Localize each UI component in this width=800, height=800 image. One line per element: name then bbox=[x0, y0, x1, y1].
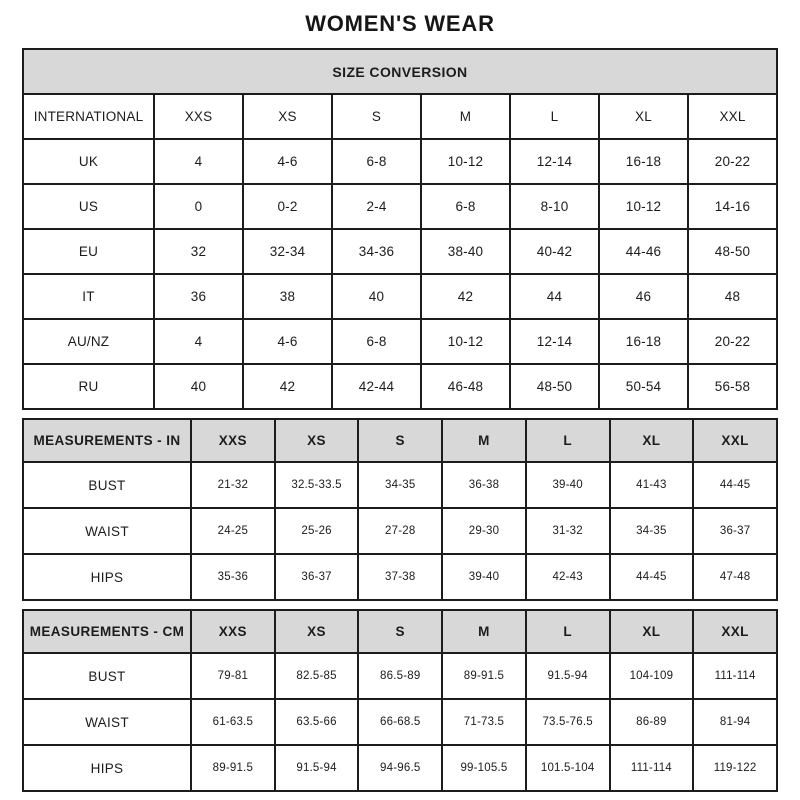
row-label: WAIST bbox=[23, 699, 191, 745]
cell: 66-68.5 bbox=[358, 699, 442, 745]
cell: 8-10 bbox=[510, 184, 599, 229]
table-row-it bbox=[23, 274, 777, 319]
cell: 86.5-89 bbox=[358, 653, 442, 699]
cell: 44-45 bbox=[693, 462, 777, 508]
column-header-xxl: XXL bbox=[693, 610, 777, 653]
column-header-xxl: XXL bbox=[693, 419, 777, 462]
table-row-us bbox=[23, 184, 777, 229]
cell: 89-91.5 bbox=[191, 745, 275, 791]
cell: 99-105.5 bbox=[442, 745, 526, 791]
cell: 56-58 bbox=[688, 364, 777, 409]
cell: 6-8 bbox=[332, 139, 421, 184]
cell: 34-36 bbox=[332, 229, 421, 274]
cell: 63.5-66 bbox=[275, 699, 359, 745]
cell: 4-6 bbox=[243, 319, 332, 364]
cell: 82.5-85 bbox=[275, 653, 359, 699]
row-label: WAIST bbox=[23, 508, 191, 554]
row-label: UK bbox=[23, 139, 154, 184]
cell: 12-14 bbox=[510, 139, 599, 184]
row-label: HIPS bbox=[23, 554, 191, 600]
cell: 41-43 bbox=[610, 462, 694, 508]
cell: 79-81 bbox=[191, 653, 275, 699]
cell: 34-35 bbox=[358, 462, 442, 508]
column-header-l: L bbox=[526, 419, 610, 462]
cell: 42 bbox=[421, 274, 510, 319]
cell: 40-42 bbox=[510, 229, 599, 274]
cell: 40 bbox=[154, 364, 243, 409]
column-header-m: M bbox=[442, 419, 526, 462]
cell: 32-34 bbox=[243, 229, 332, 274]
cell: 0-2 bbox=[243, 184, 332, 229]
cell: 20-22 bbox=[688, 139, 777, 184]
cell: 38-40 bbox=[421, 229, 510, 274]
table-row-bust-cm bbox=[23, 653, 777, 699]
cell: 36-37 bbox=[693, 508, 777, 554]
size-conversion-title: SIZE CONVERSION bbox=[23, 49, 777, 94]
cell: 20-22 bbox=[688, 319, 777, 364]
cell: 24-25 bbox=[191, 508, 275, 554]
column-header-xxs: XXS bbox=[191, 419, 275, 462]
cell: 6-8 bbox=[332, 319, 421, 364]
cell: 39-40 bbox=[526, 462, 610, 508]
cell: 29-30 bbox=[442, 508, 526, 554]
cell: 61-63.5 bbox=[191, 699, 275, 745]
table-row-hips-in bbox=[23, 554, 777, 600]
cell: 16-18 bbox=[599, 319, 688, 364]
column-header-m: M bbox=[442, 610, 526, 653]
column-header-l: L bbox=[526, 610, 610, 653]
cell: 14-16 bbox=[688, 184, 777, 229]
cell: 36-37 bbox=[275, 554, 359, 600]
cell: 0 bbox=[154, 184, 243, 229]
column-header-s: S bbox=[332, 94, 421, 139]
table-row-waist-in bbox=[23, 508, 777, 554]
cell: 42-43 bbox=[526, 554, 610, 600]
row-label: RU bbox=[23, 364, 154, 409]
page-title: WOMEN'S WEAR bbox=[305, 11, 495, 36]
row-label: BUST bbox=[23, 462, 191, 508]
cell: 44-45 bbox=[610, 554, 694, 600]
cell: 101.5-104 bbox=[526, 745, 610, 791]
measurements-cm-header-row bbox=[23, 610, 777, 653]
cell: 32 bbox=[154, 229, 243, 274]
cell: 16-18 bbox=[599, 139, 688, 184]
cell: 31-32 bbox=[526, 508, 610, 554]
measurements-in-title: MEASUREMENTS - IN bbox=[23, 419, 191, 462]
column-header-international: INTERNATIONAL bbox=[23, 94, 154, 139]
cell: 10-12 bbox=[421, 139, 510, 184]
cell: 44 bbox=[510, 274, 599, 319]
row-label: EU bbox=[23, 229, 154, 274]
cell: 36 bbox=[154, 274, 243, 319]
column-header-xxs: XXS bbox=[191, 610, 275, 653]
cell: 38 bbox=[243, 274, 332, 319]
table-row-hips-cm bbox=[23, 745, 777, 791]
cell: 35-36 bbox=[191, 554, 275, 600]
cell: 104-109 bbox=[610, 653, 694, 699]
cell: 2-4 bbox=[332, 184, 421, 229]
cell: 71-73.5 bbox=[442, 699, 526, 745]
cell: 48 bbox=[688, 274, 777, 319]
measurements-in-header-row bbox=[23, 419, 777, 462]
column-header-xxs: XXS bbox=[154, 94, 243, 139]
column-header-xl: XL bbox=[610, 610, 694, 653]
cell: 91.5-94 bbox=[526, 653, 610, 699]
measurements-cm-table bbox=[22, 609, 778, 792]
column-header-xs: XS bbox=[275, 419, 359, 462]
cell: 119-122 bbox=[693, 745, 777, 791]
cell: 46 bbox=[599, 274, 688, 319]
row-label: IT bbox=[23, 274, 154, 319]
measurements-in-table bbox=[22, 418, 778, 601]
column-header-l: L bbox=[510, 94, 599, 139]
cell: 32.5-33.5 bbox=[275, 462, 359, 508]
table-row-waist-cm bbox=[23, 699, 777, 745]
cell: 94-96.5 bbox=[358, 745, 442, 791]
row-label: US bbox=[23, 184, 154, 229]
column-header-xs: XS bbox=[275, 610, 359, 653]
cell: 6-8 bbox=[421, 184, 510, 229]
row-label: BUST bbox=[23, 653, 191, 699]
cell: 4-6 bbox=[243, 139, 332, 184]
size-conversion-header-row bbox=[23, 94, 777, 139]
cell: 47-48 bbox=[693, 554, 777, 600]
row-label: HIPS bbox=[23, 745, 191, 791]
cell: 10-12 bbox=[599, 184, 688, 229]
cell: 111-114 bbox=[610, 745, 694, 791]
column-header-xl: XL bbox=[599, 94, 688, 139]
cell: 27-28 bbox=[358, 508, 442, 554]
table-row-ru bbox=[23, 364, 777, 409]
cell: 10-12 bbox=[421, 319, 510, 364]
cell: 42 bbox=[243, 364, 332, 409]
cell: 21-32 bbox=[191, 462, 275, 508]
cell: 46-48 bbox=[421, 364, 510, 409]
column-header-xl: XL bbox=[610, 419, 694, 462]
cell: 44-46 bbox=[599, 229, 688, 274]
size-conversion-caption-row bbox=[23, 49, 777, 94]
cell: 39-40 bbox=[442, 554, 526, 600]
table-row-aunz bbox=[23, 319, 777, 364]
cell: 25-26 bbox=[275, 508, 359, 554]
cell: 40 bbox=[332, 274, 421, 319]
cell: 12-14 bbox=[510, 319, 599, 364]
cell: 36-38 bbox=[442, 462, 526, 508]
cell: 86-89 bbox=[610, 699, 694, 745]
cell: 34-35 bbox=[610, 508, 694, 554]
cell: 111-114 bbox=[693, 653, 777, 699]
column-header-m: M bbox=[421, 94, 510, 139]
column-header-s: S bbox=[358, 419, 442, 462]
size-conversion-table bbox=[22, 48, 778, 410]
cell: 48-50 bbox=[510, 364, 599, 409]
row-label: AU/NZ bbox=[23, 319, 154, 364]
cell: 91.5-94 bbox=[275, 745, 359, 791]
cell: 37-38 bbox=[358, 554, 442, 600]
table-row-eu bbox=[23, 229, 777, 274]
table-row-bust-in bbox=[23, 462, 777, 508]
cell: 48-50 bbox=[688, 229, 777, 274]
cell: 89-91.5 bbox=[442, 653, 526, 699]
table-row-uk bbox=[23, 139, 777, 184]
cell: 73.5-76.5 bbox=[526, 699, 610, 745]
cell: 4 bbox=[154, 139, 243, 184]
cell: 81-94 bbox=[693, 699, 777, 745]
cell: 42-44 bbox=[332, 364, 421, 409]
cell: 4 bbox=[154, 319, 243, 364]
column-header-xs: XS bbox=[243, 94, 332, 139]
column-header-xxl: XXL bbox=[688, 94, 777, 139]
cell: 50-54 bbox=[599, 364, 688, 409]
column-header-s: S bbox=[358, 610, 442, 653]
measurements-cm-title: MEASUREMENTS - CM bbox=[23, 610, 191, 653]
